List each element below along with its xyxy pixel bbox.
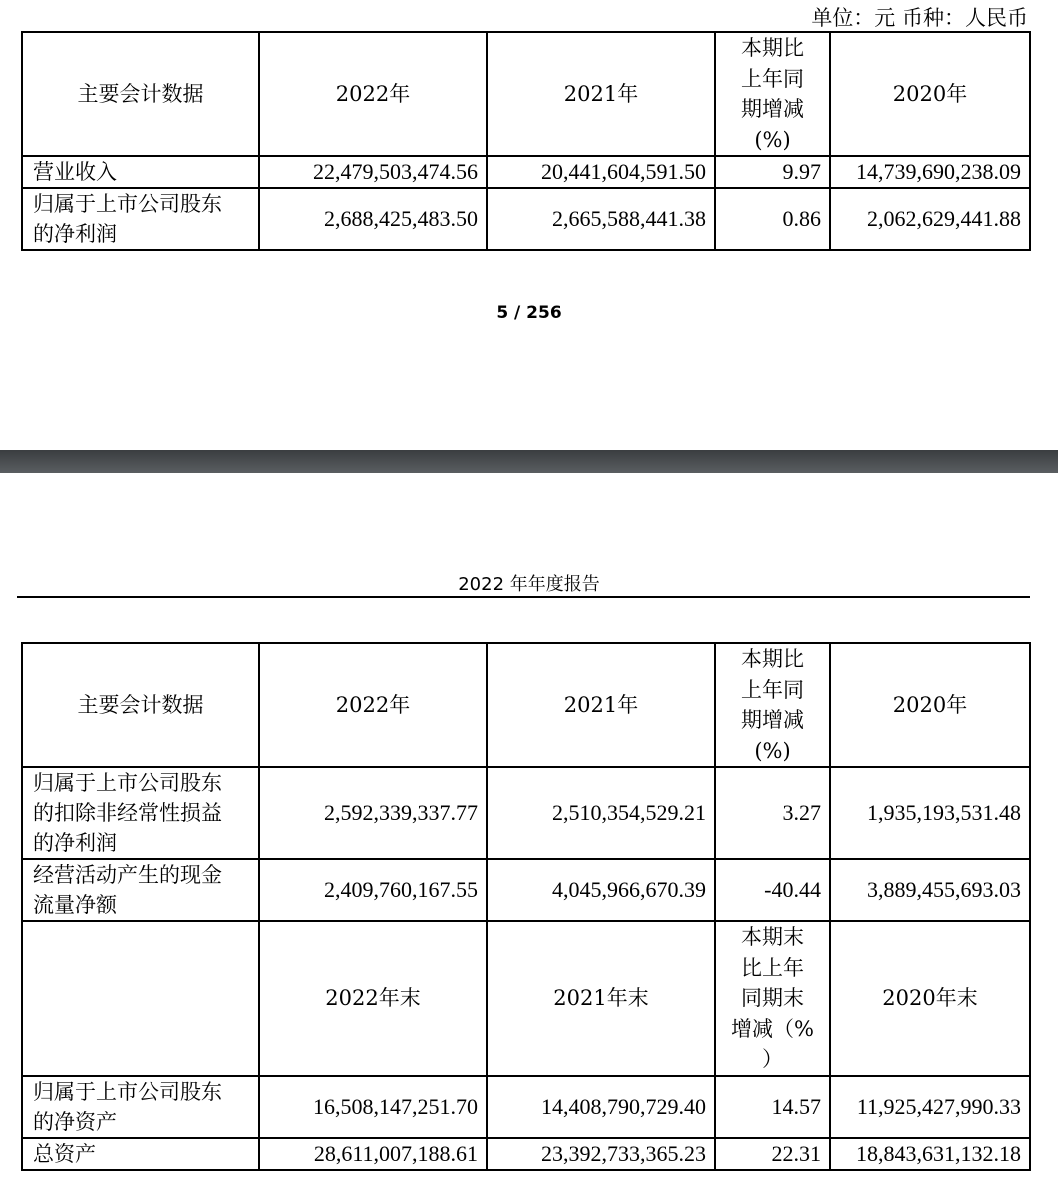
value-2020: 3,889,455,693.03 (830, 859, 1030, 921)
page-separator (0, 450, 1058, 473)
header-2022: 2022年 (259, 32, 487, 156)
header-2020: 2020年 (830, 32, 1030, 156)
value-2020: 14,739,690,238.09 (830, 156, 1030, 188)
value-2020: 2,062,629,441.88 (830, 188, 1030, 250)
table-row (22, 156, 1030, 188)
value-2020: 1,935,193,531.48 (830, 767, 1030, 859)
subheader-2021-end: 2021年末 (487, 921, 715, 1076)
header-rule (17, 596, 1030, 598)
value-2021: 20,441,604,591.50 (487, 156, 715, 188)
value-2022: 2,688,425,483.50 (259, 188, 487, 250)
table-row (22, 1138, 1030, 1170)
row-label: 经营活动产生的现金 流量净额 (22, 859, 259, 921)
table-header-row (22, 32, 1030, 156)
row-label: 归属于上市公司股东 的净资产 (22, 1076, 259, 1138)
table-row (22, 188, 1030, 250)
subheader-2020-end: 2020年末 (830, 921, 1030, 1076)
row-label: 营业收入 (22, 156, 259, 188)
subheader-2022-end: 2022年末 (259, 921, 487, 1076)
header-2021: 2021年 (487, 643, 715, 767)
key-accounting-data-table-2 (21, 642, 1031, 1171)
value-change: 9.97 (715, 156, 830, 188)
row-label: 归属于上市公司股东 的扣除非经常性损益 的净利润 (22, 767, 259, 859)
value-2021: 2,510,354,529.21 (487, 767, 715, 859)
row-label: 总资产 (22, 1138, 259, 1170)
unit-currency-note: 单位：元 币种：人民币 (811, 6, 1028, 30)
value-change: 22.31 (715, 1138, 830, 1170)
header-2021: 2021年 (487, 32, 715, 156)
table-subheader-row (22, 921, 1030, 1076)
value-2022: 2,592,339,337.77 (259, 767, 487, 859)
value-2022: 22,479,503,474.56 (259, 156, 487, 188)
key-accounting-data-table-1 (21, 31, 1031, 251)
value-change: -40.44 (715, 859, 830, 921)
header-2022: 2022年 (259, 643, 487, 767)
table-header-row (22, 643, 1030, 767)
value-2020: 11,925,427,990.33 (830, 1076, 1030, 1138)
value-2021: 4,045,966,670.39 (487, 859, 715, 921)
header-2020: 2020年 (830, 643, 1030, 767)
value-2020: 18,843,631,132.18 (830, 1138, 1030, 1170)
header-change: 本期比 上年同 期增减 (%) (715, 643, 830, 767)
header-label: 主要会计数据 (22, 643, 259, 767)
header-change: 本期比 上年同 期增减 (%) (715, 32, 830, 156)
value-2021: 14,408,790,729.40 (487, 1076, 715, 1138)
header-label: 主要会计数据 (22, 32, 259, 156)
value-change: 14.57 (715, 1076, 830, 1138)
table-row (22, 859, 1030, 921)
value-2022: 2,409,760,167.55 (259, 859, 487, 921)
value-change: 0.86 (715, 188, 830, 250)
value-2022: 28,611,007,188.61 (259, 1138, 487, 1170)
value-2021: 2,665,588,441.38 (487, 188, 715, 250)
table-row (22, 1076, 1030, 1138)
report-title: 2022 年年度报告 (458, 574, 600, 595)
subheader-change: 本期末 比上年 同期末 增减（% ） (715, 921, 830, 1076)
subheader-label (22, 921, 259, 1076)
value-2022: 16,508,147,251.70 (259, 1076, 487, 1138)
value-2021: 23,392,733,365.23 (487, 1138, 715, 1170)
row-label: 归属于上市公司股东 的净利润 (22, 188, 259, 250)
table-row (22, 767, 1030, 859)
value-change: 3.27 (715, 767, 830, 859)
page-number: 5 / 256 (496, 303, 562, 323)
